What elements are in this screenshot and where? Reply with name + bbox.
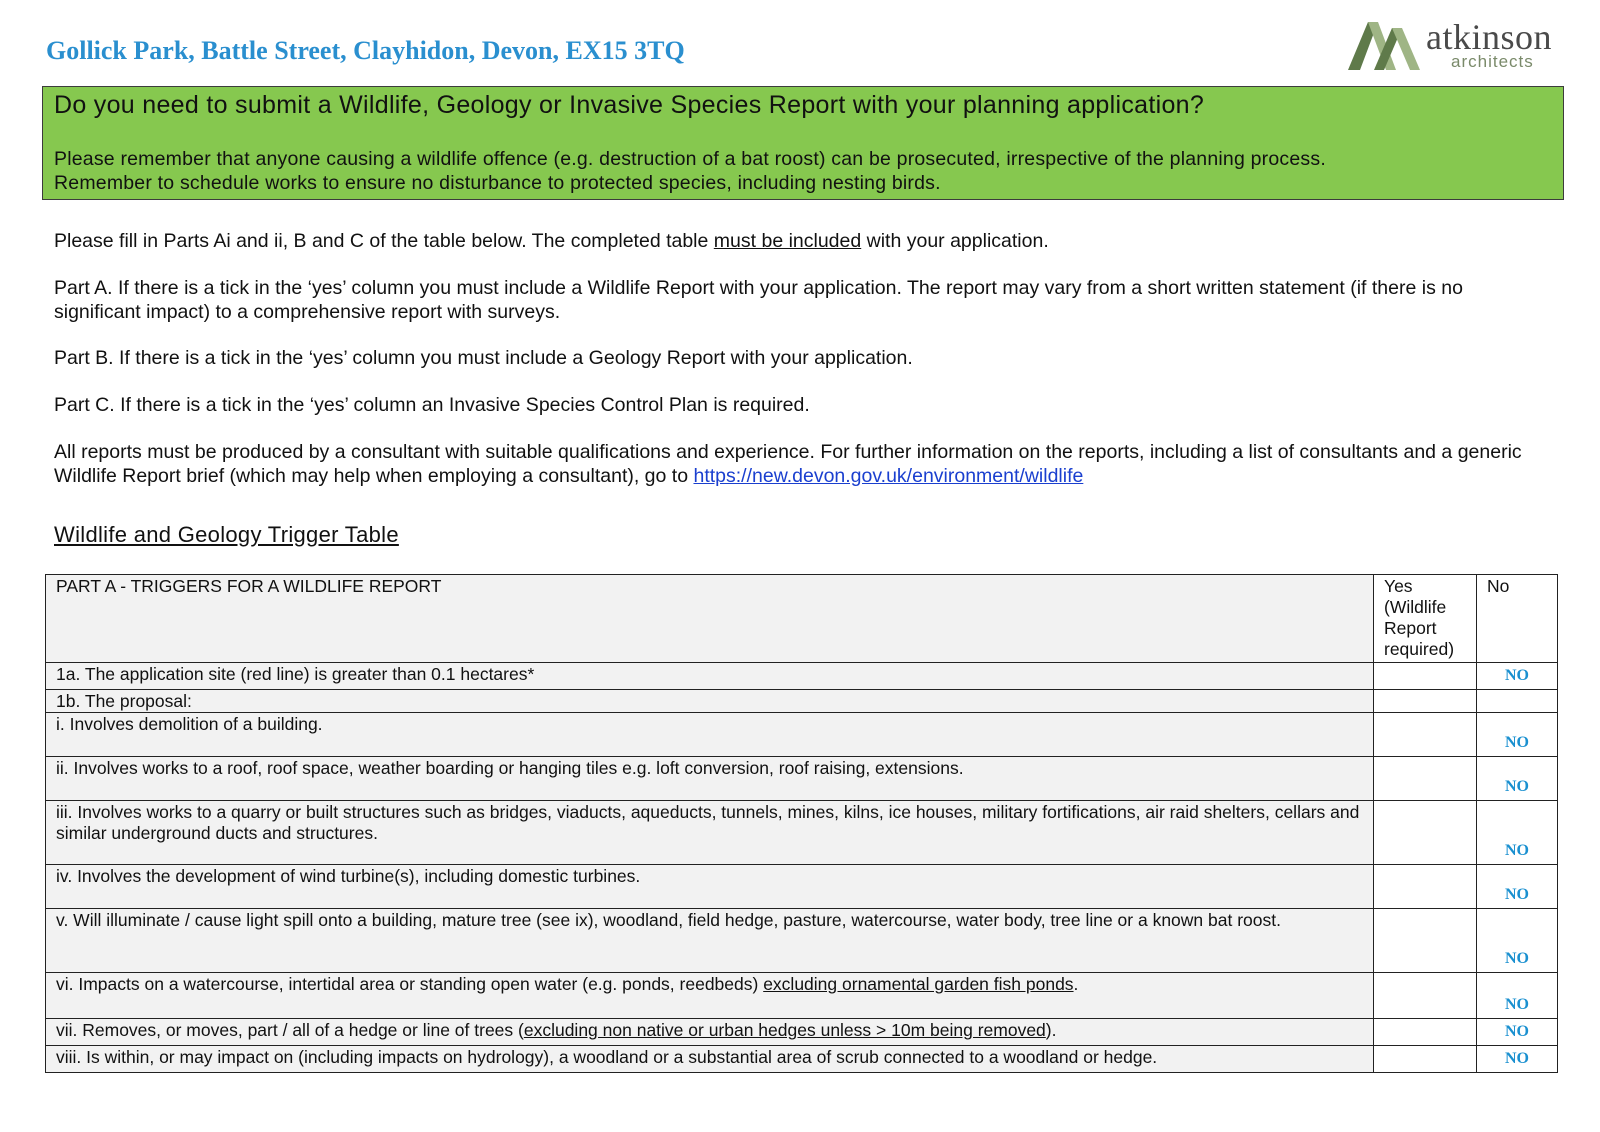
- table-row: [46, 757, 1558, 801]
- part-c-instructions: Part C. If there is a tick in the ‘yes’ column an Invasive Species Control Plan is required.: [54, 394, 810, 416]
- table-row: [46, 801, 1558, 865]
- logo-brand: atkinson: [1426, 17, 1552, 57]
- row-text: [46, 1019, 1374, 1046]
- row-text-b: .: [1073, 974, 1079, 994]
- no-cell[interactable]: [1477, 663, 1558, 690]
- table-row: [46, 690, 1558, 713]
- reports-text: All reports must be produced by a consultant with suitable qualifications and experience. For further information on the reports, including a list of consultants and a generic Wildlife Report brief (which may help when employing a consultant), go to: [54, 441, 1522, 487]
- no-value: NO: [1505, 667, 1529, 684]
- row-text: i. Involves demolition of a building.: [46, 713, 1374, 757]
- yes-cell: [1374, 690, 1477, 713]
- banner-question: Do you need to submit a Wildlife, Geology or Invasive Species Report with your planning application?: [54, 91, 1205, 119]
- trigger-table: [45, 574, 1558, 1073]
- table-header-row: [46, 575, 1558, 663]
- no-cell[interactable]: [1477, 973, 1558, 1019]
- banner-line-1: Please remember that anyone causing a wildlife offence (e.g. destruction of a bat roost) can be prosecuted, irrespective of the planning process.: [54, 148, 1326, 170]
- no-value: NO: [1505, 842, 1529, 859]
- no-value: NO: [1505, 734, 1529, 751]
- no-value: NO: [1505, 996, 1529, 1013]
- table-row: [46, 973, 1558, 1019]
- row-text: iv. Involves the development of wind turbine(s), including domestic turbines.: [46, 865, 1374, 909]
- yes-cell[interactable]: [1374, 973, 1477, 1019]
- info-banner: [42, 86, 1564, 200]
- logo-mark-icon: [1348, 18, 1424, 74]
- no-value: NO: [1505, 778, 1529, 795]
- yes-cell[interactable]: [1374, 713, 1477, 757]
- row-text: [46, 973, 1374, 1019]
- yes-cell[interactable]: [1374, 1019, 1477, 1046]
- table-row: [46, 865, 1558, 909]
- row-text-b: ).: [1045, 1020, 1057, 1040]
- header-title: PART A - TRIGGERS FOR A WILDLIFE REPORT: [46, 575, 1374, 663]
- no-cell[interactable]: [1477, 801, 1558, 865]
- part-a-instructions: Part A. If there is a tick in the ‘yes’ column you must include a Wildlife Report with your application. The report may vary from a short written statement (if there is no significant impact) to a comprehensive report with surveys.: [54, 277, 1463, 323]
- no-value: NO: [1505, 1023, 1529, 1040]
- row-text-a: vi. Impacts on a watercourse, intertidal area or standing open water (e.g. ponds, reedbeds): [56, 974, 764, 994]
- header-yes: Yes (Wildlife Report required): [1374, 575, 1477, 663]
- row-text: iii. Involves works to a quarry or built structures such as bridges, viaducts, aqueducts, tunnels, mines, kilns, ice houses, military fortifications, air raid shelters, cellars and similar underground ducts and structures.: [46, 801, 1374, 865]
- table-row: [46, 663, 1558, 690]
- yes-cell[interactable]: [1374, 865, 1477, 909]
- row-text: 1b. The proposal:: [46, 690, 1374, 713]
- intro-instructions: [54, 229, 1554, 253]
- intro-text-a: Please fill in Parts Ai and ii, B and C of the table below. The completed table: [54, 230, 714, 252]
- yes-cell[interactable]: [1374, 909, 1477, 973]
- no-cell[interactable]: [1477, 713, 1558, 757]
- intro-text-b: with your application.: [861, 230, 1049, 252]
- table-title: Wildlife and Geology Trigger Table: [54, 522, 399, 547]
- no-value: NO: [1505, 886, 1529, 903]
- no-value: NO: [1505, 1050, 1529, 1067]
- yes-cell[interactable]: [1374, 1046, 1477, 1073]
- devon-wildlife-link[interactable]: https://new.devon.gov.uk/environment/wildlife: [693, 465, 1084, 487]
- table-row: [46, 1046, 1558, 1073]
- banner-line-2: Remember to schedule works to ensure no disturbance to protected species, including nesting birds.: [54, 172, 941, 194]
- no-cell[interactable]: [1477, 909, 1558, 973]
- row-text: v. Will illuminate / cause light spill onto a building, mature tree (see ix), woodland, field hedge, pasture, watercourse, water body, tree line or a known bat roost.: [46, 909, 1374, 973]
- row-text: 1a. The application site (red line) is greater than 0.1 hectares*: [46, 663, 1374, 690]
- row-text: ii. Involves works to a roof, roof space, weather boarding or hanging tiles e.g. loft conversion, roof raising, extensions.: [46, 757, 1374, 801]
- table-row: [46, 1019, 1558, 1046]
- table-row: [46, 713, 1558, 757]
- yes-cell[interactable]: [1374, 757, 1477, 801]
- row-text-a: vii. Removes, or moves, part / all of a hedge or line of trees (: [56, 1020, 524, 1040]
- site-address: Gollick Park, Battle Street, Clayhidon, Devon, EX15 3TQ: [46, 36, 685, 65]
- table-row: [46, 909, 1558, 973]
- atkinson-logo: [1348, 16, 1558, 76]
- row-text-underlined: excluding non native or urban hedges unless > 10m being removed: [523, 1020, 1046, 1040]
- no-cell[interactable]: [1477, 757, 1558, 801]
- row-text-underlined: excluding ornamental garden fish ponds: [763, 974, 1074, 994]
- yes-cell[interactable]: [1374, 663, 1477, 690]
- no-cell[interactable]: [1477, 1046, 1558, 1073]
- logo-subtitle: architects: [1451, 52, 1534, 71]
- yes-cell[interactable]: [1374, 801, 1477, 865]
- row-text: viii. Is within, or may impact on (including impacts on hydrology), a woodland or a substantial area of scrub connected to a woodland or hedge.: [46, 1046, 1374, 1073]
- reports-info: [54, 440, 1554, 488]
- no-cell[interactable]: [1477, 865, 1558, 909]
- intro-text-underlined: must be included: [713, 230, 862, 252]
- no-value: NO: [1505, 950, 1529, 967]
- header-no: No: [1477, 575, 1558, 663]
- part-b-instructions: Part B. If there is a tick in the ‘yes’ column you must include a Geology Report with your application.: [54, 347, 913, 369]
- no-cell[interactable]: [1477, 1019, 1558, 1046]
- no-cell: [1477, 690, 1558, 713]
